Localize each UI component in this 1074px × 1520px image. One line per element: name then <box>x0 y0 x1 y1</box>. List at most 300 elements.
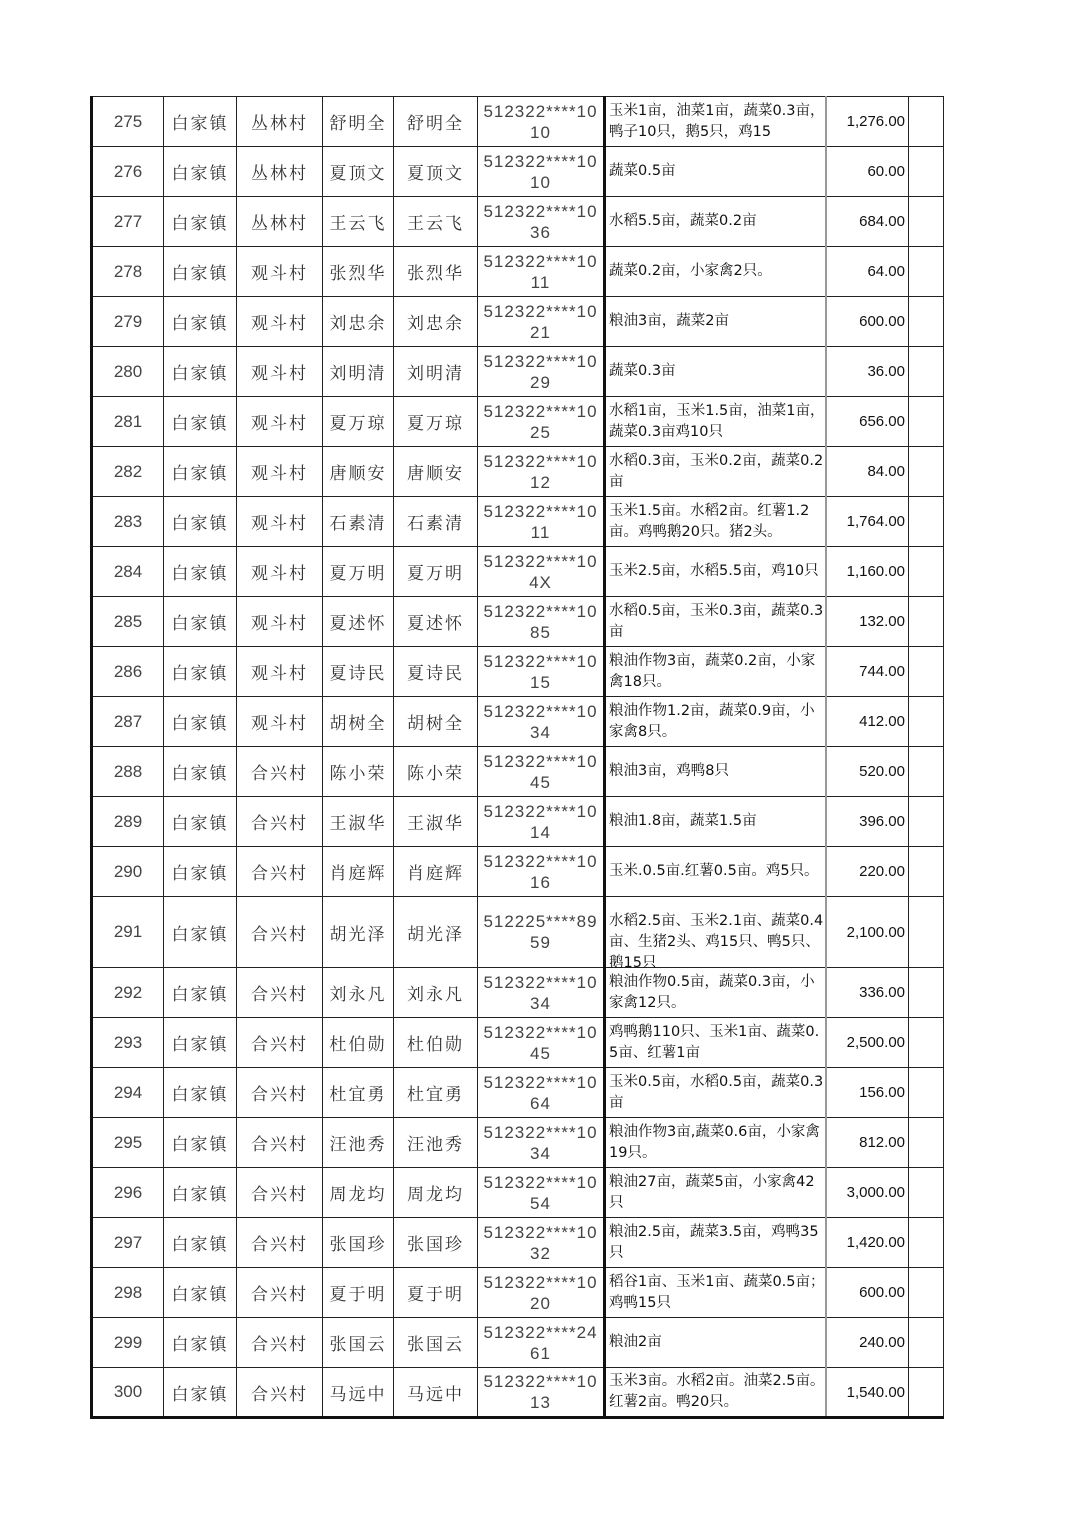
subsidy-items-text: 玉米2.5亩，水稻5.5亩，鸡10只 <box>609 563 819 579</box>
town-cell: 白家镇 <box>164 1268 237 1318</box>
row-number: 293 <box>92 1018 164 1068</box>
amount-cell: 220.00 <box>826 847 909 897</box>
amount-cell: 156.00 <box>826 1068 909 1118</box>
table-row <box>92 97 944 147</box>
amount-cell: 2,500.00 <box>826 1018 909 1068</box>
name-cell: 汪池秀 <box>323 1118 394 1168</box>
name-cell: 肖庭辉 <box>323 847 394 897</box>
name-cell: 陈小荣 <box>323 747 394 797</box>
row-number: 279 <box>92 297 164 347</box>
subsidy-items-text: 玉米.0.5亩.红薯0.5亩。鸡5只。 <box>609 863 819 879</box>
table-row <box>92 1268 944 1318</box>
subsidy-items-text: 蔬菜0.5亩 <box>609 163 676 179</box>
subsidy-items-cell <box>605 1018 826 1068</box>
table-row <box>92 1168 944 1218</box>
town-cell: 白家镇 <box>164 1118 237 1168</box>
subsidy-items-cell <box>605 447 826 497</box>
remarks-cell <box>909 697 944 747</box>
remarks-cell <box>909 797 944 847</box>
village-cell: 观斗村 <box>237 547 323 597</box>
remarks-cell <box>909 647 944 697</box>
subsidy-items-cell <box>605 968 826 1018</box>
subsidy-items-cell <box>605 1318 826 1368</box>
village-cell: 丛林村 <box>237 197 323 247</box>
village-cell: 合兴村 <box>237 1068 323 1118</box>
remarks-cell <box>909 497 944 547</box>
town-cell: 白家镇 <box>164 697 237 747</box>
table-row <box>92 1118 944 1168</box>
amount-cell: 2,100.00 <box>826 897 909 968</box>
town-cell: 白家镇 <box>164 347 237 397</box>
table-row <box>92 697 944 747</box>
id-number-cell <box>478 697 605 747</box>
amount-cell: 744.00 <box>826 647 909 697</box>
table-row <box>92 547 944 597</box>
row-number: 283 <box>92 497 164 547</box>
table-row <box>92 247 944 297</box>
subsidy-items-text: 粮油2.5亩，蔬菜3.5亩，鸡鸭35只 <box>609 1223 819 1261</box>
village-cell: 观斗村 <box>237 647 323 697</box>
id-number-text: 512225****8959 <box>483 912 598 952</box>
table-row <box>92 647 944 697</box>
table-row <box>92 797 944 847</box>
row-number: 278 <box>92 247 164 297</box>
payee-cell: 张烈华 <box>394 247 478 297</box>
village-cell: 丛林村 <box>237 97 323 147</box>
payee-cell: 王云飞 <box>394 197 478 247</box>
subsidy-items-text: 稻谷1亩、玉米1亩、蔬菜0.5亩；鸡鸭15只 <box>609 1273 825 1311</box>
id-number-cell <box>478 497 605 547</box>
town-cell: 白家镇 <box>164 1318 237 1368</box>
row-number: 298 <box>92 1268 164 1318</box>
table-row <box>92 1318 944 1368</box>
id-number-text: 512322****1013 <box>483 1372 598 1412</box>
id-number-cell <box>478 897 605 968</box>
row-number: 294 <box>92 1068 164 1118</box>
row-number: 289 <box>92 797 164 847</box>
town-cell: 白家镇 <box>164 1218 237 1268</box>
id-number-text: 512322****1036 <box>483 201 598 242</box>
town-cell: 白家镇 <box>164 968 237 1018</box>
id-number-text: 512322****1020 <box>483 1272 598 1313</box>
id-number-cell <box>478 1268 605 1318</box>
subsidy-items-cell <box>605 697 826 747</box>
subsidy-items-text: 粮油作物3亩,蔬菜0.6亩，小家禽19只。 <box>609 1123 820 1161</box>
payee-cell: 胡光泽 <box>394 897 478 968</box>
row-number: 276 <box>92 147 164 197</box>
village-cell: 合兴村 <box>237 1018 323 1068</box>
remarks-cell <box>909 1318 944 1368</box>
id-number-cell <box>478 97 605 147</box>
remarks-cell <box>909 847 944 897</box>
roster-body <box>92 97 944 1418</box>
id-number-cell <box>478 1218 605 1268</box>
remarks-cell <box>909 97 944 147</box>
village-cell: 合兴村 <box>237 1268 323 1318</box>
subsidy-items-cell <box>605 1118 826 1168</box>
id-number-cell <box>478 847 605 897</box>
town-cell: 白家镇 <box>164 397 237 447</box>
id-number-cell <box>478 247 605 297</box>
name-cell: 胡光泽 <box>323 897 394 968</box>
name-cell: 刘永凡 <box>323 968 394 1018</box>
town-cell: 白家镇 <box>164 747 237 797</box>
row-number: 284 <box>92 547 164 597</box>
id-number-text: 512322****1010 <box>483 151 598 192</box>
subsidy-items-text: 粮油3亩，鸡鸭8只 <box>609 763 729 779</box>
id-number-cell <box>478 968 605 1018</box>
subsidy-items-cell <box>605 247 826 297</box>
subsidy-items-cell <box>605 897 826 971</box>
id-number-cell <box>478 547 605 597</box>
payee-cell: 刘永凡 <box>394 968 478 1018</box>
payee-cell: 夏万琼 <box>394 397 478 447</box>
id-number-cell <box>478 297 605 347</box>
town-cell: 白家镇 <box>164 197 237 247</box>
amount-cell: 600.00 <box>826 1268 909 1318</box>
name-cell: 张国云 <box>323 1318 394 1368</box>
table-row <box>92 1368 944 1418</box>
subsidy-items-cell <box>605 97 826 147</box>
id-number-cell <box>478 1018 605 1068</box>
row-number: 300 <box>92 1368 164 1418</box>
id-number-cell <box>478 647 605 697</box>
amount-cell: 1,764.00 <box>826 497 909 547</box>
name-cell: 石素清 <box>323 497 394 547</box>
id-number-text: 512322****1032 <box>483 1222 598 1263</box>
payee-cell: 王淑华 <box>394 797 478 847</box>
id-number-text: 512322****104X <box>483 551 598 592</box>
subsidy-items-cell <box>605 147 826 197</box>
subsidy-items-text: 玉米1.5亩。水稻2亩。红薯1.2亩。鸡鸭鹅20只。猪2头。 <box>609 502 810 540</box>
payee-cell: 石素清 <box>394 497 478 547</box>
subsidy-items-text: 玉米1亩，油菜1亩，蔬菜0.3亩，鸭子10只，鹅5只，鸡15 <box>609 102 825 140</box>
remarks-cell <box>909 1118 944 1168</box>
payee-cell: 马远中 <box>394 1368 478 1418</box>
id-number-cell <box>478 797 605 847</box>
id-number-text: 512322****1025 <box>483 401 598 442</box>
subsidy-items-cell <box>605 547 826 597</box>
table-row <box>92 497 944 547</box>
amount-cell: 64.00 <box>826 247 909 297</box>
subsidy-items-text: 水稻0.5亩，玉米0.3亩，蔬菜0.3亩 <box>609 602 824 640</box>
remarks-cell <box>909 747 944 797</box>
id-number-text: 512322****1011 <box>483 251 598 292</box>
name-cell: 刘明清 <box>323 347 394 397</box>
payee-cell: 夏于明 <box>394 1268 478 1318</box>
name-cell: 王淑华 <box>323 797 394 847</box>
subsidy-items-cell <box>605 597 826 647</box>
row-number: 281 <box>92 397 164 447</box>
name-cell: 王云飞 <box>323 197 394 247</box>
payee-cell: 夏顶文 <box>394 147 478 197</box>
id-number-text: 512322****1085 <box>483 601 598 642</box>
subsidy-items-cell <box>605 1068 826 1118</box>
payee-cell: 舒明全 <box>394 97 478 147</box>
payee-cell: 陈小荣 <box>394 747 478 797</box>
amount-cell: 412.00 <box>826 697 909 747</box>
table-row <box>92 297 944 347</box>
subsidy-items-cell <box>605 347 826 397</box>
subsidy-items-cell <box>605 497 826 547</box>
village-cell: 观斗村 <box>237 297 323 347</box>
remarks-cell <box>909 197 944 247</box>
village-cell: 观斗村 <box>237 397 323 447</box>
subsidy-items-cell <box>605 397 826 447</box>
subsidy-items-cell <box>605 647 826 697</box>
name-cell: 夏于明 <box>323 1268 394 1318</box>
id-number-cell <box>478 397 605 447</box>
row-number: 282 <box>92 447 164 497</box>
row-number: 286 <box>92 647 164 697</box>
town-cell: 白家镇 <box>164 147 237 197</box>
payee-cell: 汪池秀 <box>394 1118 478 1168</box>
subsidy-items-text: 粮油27亩，蔬菜5亩，小家禽42只 <box>609 1173 815 1211</box>
table-row <box>92 1018 944 1068</box>
village-cell: 观斗村 <box>237 697 323 747</box>
subsidy-items-text: 鸡鸭鹅110只、玉米1亩、蔬菜0.5亩、红薯1亩 <box>609 1023 820 1061</box>
subsidy-items-text: 粮油作物1.2亩，蔬菜0.9亩，小家禽8只。 <box>609 702 815 740</box>
town-cell: 白家镇 <box>164 597 237 647</box>
remarks-cell <box>909 147 944 197</box>
name-cell: 周龙均 <box>323 1168 394 1218</box>
village-cell: 丛林村 <box>237 147 323 197</box>
id-number-cell <box>478 197 605 247</box>
row-number: 292 <box>92 968 164 1018</box>
town-cell: 白家镇 <box>164 1368 237 1418</box>
subsidy-items-text: 水稻1亩，玉米1.5亩，油菜1亩，蔬菜0.3亩鸡10只 <box>609 402 825 440</box>
id-number-text: 512322****1029 <box>483 351 598 392</box>
payee-cell: 夏诗民 <box>394 647 478 697</box>
subsidy-items-cell <box>605 197 826 247</box>
id-number-cell <box>478 1068 605 1118</box>
remarks-cell <box>909 897 944 968</box>
subsidy-items-text: 粮油2亩 <box>609 1334 662 1350</box>
table-row <box>92 1068 944 1118</box>
town-cell: 白家镇 <box>164 1168 237 1218</box>
village-cell: 合兴村 <box>237 968 323 1018</box>
payee-cell: 张国云 <box>394 1318 478 1368</box>
town-cell: 白家镇 <box>164 297 237 347</box>
row-number: 299 <box>92 1318 164 1368</box>
village-cell: 合兴村 <box>237 1218 323 1268</box>
id-number-text: 512322****1034 <box>483 1122 598 1163</box>
id-number-cell <box>478 1168 605 1218</box>
village-cell: 观斗村 <box>237 447 323 497</box>
remarks-cell <box>909 397 944 447</box>
payee-cell: 刘明清 <box>394 347 478 397</box>
id-number-cell <box>478 1118 605 1168</box>
remarks-cell <box>909 1018 944 1068</box>
row-number: 290 <box>92 847 164 897</box>
village-cell: 合兴村 <box>237 847 323 897</box>
subsidy-items-cell <box>605 1368 826 1418</box>
subsidy-items-text: 粮油作物3亩，蔬菜0.2亩，小家禽18只。 <box>609 652 816 690</box>
town-cell: 白家镇 <box>164 97 237 147</box>
subsidy-items-text: 水稻5.5亩，蔬菜0.2亩 <box>609 213 757 229</box>
amount-cell: 84.00 <box>826 447 909 497</box>
table-row <box>92 447 944 497</box>
village-cell: 观斗村 <box>237 497 323 547</box>
name-cell: 张烈华 <box>323 247 394 297</box>
subsidy-items-text: 玉米3亩。水稻2亩。油菜2.5亩。红薯2亩。鸭20只。 <box>609 1373 825 1410</box>
payee-cell: 夏万明 <box>394 547 478 597</box>
amount-cell: 132.00 <box>826 597 909 647</box>
village-cell: 观斗村 <box>237 247 323 297</box>
amount-cell: 1,276.00 <box>826 97 909 147</box>
remarks-cell <box>909 1068 944 1118</box>
amount-cell: 684.00 <box>826 197 909 247</box>
remarks-cell <box>909 547 944 597</box>
payee-cell: 夏述怀 <box>394 597 478 647</box>
village-cell: 合兴村 <box>237 1368 323 1418</box>
village-cell: 合兴村 <box>237 1118 323 1168</box>
village-cell: 合兴村 <box>237 897 323 968</box>
table-row <box>92 397 944 447</box>
amount-cell: 1,160.00 <box>826 547 909 597</box>
remarks-cell <box>909 247 944 297</box>
subsidy-items-cell <box>605 797 826 847</box>
row-number: 287 <box>92 697 164 747</box>
payee-cell: 胡树全 <box>394 697 478 747</box>
name-cell: 杜伯勋 <box>323 1018 394 1068</box>
row-number: 275 <box>92 97 164 147</box>
payee-cell: 刘忠余 <box>394 297 478 347</box>
id-number-text: 512322****1054 <box>483 1172 598 1213</box>
id-number-cell <box>478 747 605 797</box>
town-cell: 白家镇 <box>164 797 237 847</box>
subsidy-items-cell <box>605 297 826 347</box>
subsidy-items-text: 水稻0.3亩，玉米0.2亩，蔬菜0.2亩 <box>609 452 824 490</box>
town-cell: 白家镇 <box>164 647 237 697</box>
town-cell: 白家镇 <box>164 847 237 897</box>
table-row <box>92 747 944 797</box>
town-cell: 白家镇 <box>164 447 237 497</box>
payee-cell: 张国珍 <box>394 1218 478 1268</box>
name-cell: 夏诗民 <box>323 647 394 697</box>
payee-cell: 杜宜勇 <box>394 1068 478 1118</box>
subsidy-items-cell <box>605 1168 826 1218</box>
id-number-text: 512322****1016 <box>483 851 598 892</box>
row-number: 295 <box>92 1118 164 1168</box>
id-number-cell <box>478 1368 605 1418</box>
name-cell: 夏万琼 <box>323 397 394 447</box>
town-cell: 白家镇 <box>164 1018 237 1068</box>
payee-cell: 唐顺安 <box>394 447 478 497</box>
id-number-text: 512322****1034 <box>483 972 598 1013</box>
id-number-text: 512322****1034 <box>483 701 598 742</box>
payee-cell: 周龙均 <box>394 1168 478 1218</box>
remarks-cell <box>909 347 944 397</box>
name-cell: 夏顶文 <box>323 147 394 197</box>
amount-cell: 1,420.00 <box>826 1218 909 1268</box>
name-cell: 杜宜勇 <box>323 1068 394 1118</box>
remarks-cell <box>909 447 944 497</box>
subsidy-items-text: 蔬菜0.2亩，小家禽2只。 <box>609 263 772 279</box>
row-number: 285 <box>92 597 164 647</box>
id-number-cell <box>478 447 605 497</box>
id-number-text: 512322****1014 <box>483 801 598 842</box>
row-number: 277 <box>92 197 164 247</box>
name-cell: 刘忠余 <box>323 297 394 347</box>
amount-cell: 1,540.00 <box>826 1368 909 1418</box>
subsidy-items-cell <box>605 747 826 797</box>
town-cell: 白家镇 <box>164 897 237 968</box>
name-cell: 马远中 <box>323 1368 394 1418</box>
village-cell: 合兴村 <box>237 1168 323 1218</box>
name-cell: 舒明全 <box>323 97 394 147</box>
amount-cell: 60.00 <box>826 147 909 197</box>
subsidy-items-text: 粮油1.8亩，蔬菜1.5亩 <box>609 813 757 829</box>
village-cell: 观斗村 <box>237 597 323 647</box>
remarks-cell <box>909 968 944 1018</box>
amount-cell: 520.00 <box>826 747 909 797</box>
subsidy-items-text: 粮油作物0.5亩，蔬菜0.3亩，小家禽12只。 <box>609 973 815 1011</box>
table-row <box>92 847 944 897</box>
town-cell: 白家镇 <box>164 1068 237 1118</box>
row-number: 291 <box>92 897 164 968</box>
row-number: 296 <box>92 1168 164 1218</box>
table-row <box>92 968 944 1018</box>
remarks-cell <box>909 1368 944 1418</box>
amount-cell: 3,000.00 <box>826 1168 909 1218</box>
town-cell: 白家镇 <box>164 247 237 297</box>
subsidy-items-text: 蔬菜0.3亩 <box>609 363 676 379</box>
amount-cell: 396.00 <box>826 797 909 847</box>
id-number-cell <box>478 347 605 397</box>
village-cell: 观斗村 <box>237 347 323 397</box>
subsidy-items-text: 玉米0.5亩，水稻0.5亩，蔬菜0.3亩 <box>609 1073 824 1111</box>
subsidy-items-text: 水稻2.5亩、玉米2.1亩、蔬菜0.4亩、生猪2头、鸡15只、鸭5只、鹅15只 <box>609 913 824 971</box>
amount-cell: 600.00 <box>826 297 909 347</box>
subsidy-items-text: 粮油3亩，蔬菜2亩 <box>609 313 729 329</box>
remarks-cell <box>909 297 944 347</box>
table-row <box>92 147 944 197</box>
row-number: 297 <box>92 1218 164 1268</box>
amount-cell: 336.00 <box>826 968 909 1018</box>
row-number: 280 <box>92 347 164 397</box>
amount-cell: 656.00 <box>826 397 909 447</box>
remarks-cell <box>909 1168 944 1218</box>
id-number-cell <box>478 597 605 647</box>
amount-cell: 240.00 <box>826 1318 909 1368</box>
name-cell: 胡树全 <box>323 697 394 747</box>
subsidy-items-cell <box>605 847 826 897</box>
subsidy-items-cell <box>605 1268 826 1318</box>
subsidy-roster-table <box>90 96 944 1419</box>
name-cell: 张国珍 <box>323 1218 394 1268</box>
id-number-text: 512322****2461 <box>483 1322 598 1363</box>
amount-cell: 812.00 <box>826 1118 909 1168</box>
village-cell: 合兴村 <box>237 1318 323 1368</box>
amount-cell: 36.00 <box>826 347 909 397</box>
table-row <box>92 1218 944 1268</box>
table-row <box>92 897 944 968</box>
id-number-text: 512322****1021 <box>483 301 598 342</box>
village-cell: 合兴村 <box>237 747 323 797</box>
town-cell: 白家镇 <box>164 547 237 597</box>
id-number-text: 512322****1010 <box>483 101 598 142</box>
id-number-text: 512322****1015 <box>483 651 598 692</box>
id-number-text: 512322****1011 <box>483 501 598 542</box>
id-number-text: 512322****1045 <box>483 751 598 792</box>
row-number: 288 <box>92 747 164 797</box>
remarks-cell <box>909 1268 944 1318</box>
remarks-cell <box>909 1218 944 1268</box>
payee-cell: 杜伯勋 <box>394 1018 478 1068</box>
town-cell: 白家镇 <box>164 497 237 547</box>
name-cell: 唐顺安 <box>323 447 394 497</box>
